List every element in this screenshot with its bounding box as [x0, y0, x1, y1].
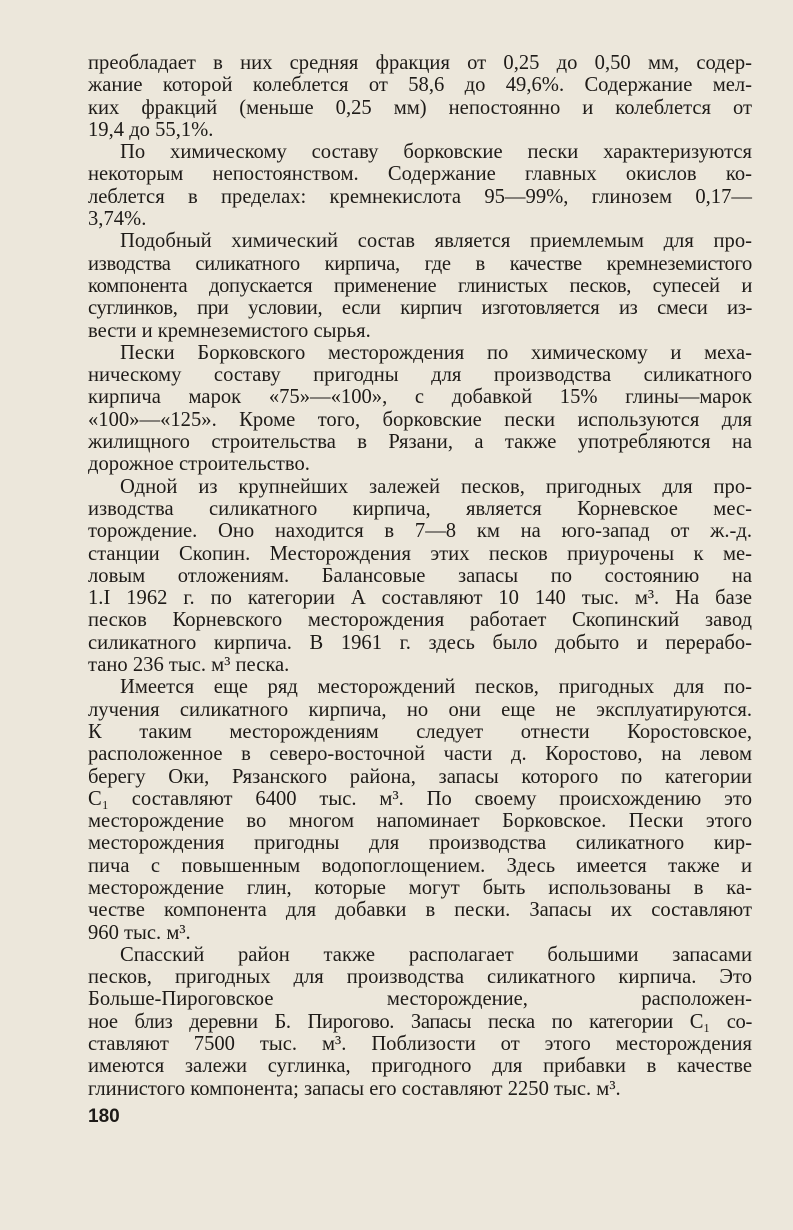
text-line: ническому составу пригодны для производства силикатного	[88, 364, 752, 387]
text-line: преобладает в них средняя фракция от 0,25 до 0,50 мм, содер-	[88, 52, 752, 74]
text-line: месторождение глин, которые могут быть использованы в ка-	[88, 876, 752, 899]
text-line: пича с повышенным водопоглощением. Здесь имеется также и	[88, 854, 752, 877]
text-line: 3,74%.	[88, 208, 147, 231]
text-line: 1.I 1962 г. по категории А составляют 10 140 тыс. м³. На базе	[88, 587, 752, 610]
text-line: ставляют 7500 тыс. м³. Поблизости от этого месторождения	[88, 1033, 752, 1056]
body-text	[88, 52, 752, 1100]
text-line: Пески Борковского месторождения по химическому и меха-	[120, 341, 752, 364]
text-line: вести и кремнеземистого сырья.	[88, 319, 371, 342]
text-line: тано 236 тыс. м³ песка.	[88, 654, 290, 677]
text-line: песков Корневского месторождения работает Скопинский завод	[88, 609, 752, 632]
text-line: месторождение во многом напоминает Борковское. Пески этого	[88, 810, 752, 833]
text-line: Спасский район также располагает большими запасами	[120, 943, 752, 966]
text-line: Одной из крупнейших залежей песков, пригодных для про-	[120, 475, 752, 498]
text-line: Больше-Пироговское месторождение, расположен-	[88, 988, 752, 1011]
text-line: силикатного кирпича. В 1961 г. здесь было добыто и перерабо-	[88, 631, 752, 654]
text-line: месторождения пригодны для производства силикатного кир-	[88, 832, 752, 855]
text-line: лучения силикатного кирпича, но они еще не эксплуатируются.	[88, 698, 752, 721]
text-line: кирпича марок «75»—«100», с добавкой 15% глины—марок	[88, 386, 752, 409]
text-line: ловым отложениям. Балансовые запасы по состоянию на	[88, 564, 752, 587]
text-line: суглинков, при условии, если кирпич изготовляется из смеси из-	[88, 297, 752, 320]
text-line: изводства силикатного кирпича, где в качестве кремнеземистого	[88, 252, 752, 275]
text-line: Подобный химический состав является приемлемым для про-	[120, 230, 752, 253]
text-line: 19,4 до 55,1%.	[88, 118, 214, 141]
text-line: компонента допускается применение глинистых песков, супесей и	[88, 274, 752, 297]
text-line: некоторым непостоянством. Содержание главных окислов ко-	[88, 163, 752, 186]
text-line: изводства силикатного кирпича, является Корневское мес-	[88, 497, 752, 520]
text-line: станции Скопин. Месторождения этих песков приурочены к ме-	[88, 542, 752, 565]
text-line: дорожное строительство.	[88, 453, 310, 476]
text-line: Имеется еще ряд месторождений песков, пригодных для по-	[120, 676, 752, 699]
text-line: жилищного строительства в Рязани, а также употребляются на	[88, 431, 752, 454]
text-line: По химическому составу борковские пески характеризуются	[120, 141, 752, 164]
text-line: К таким месторождениям следует отнести Коростовское,	[88, 720, 752, 743]
text-line: имеются залежи суглинка, пригодного для прибавки в качестве	[88, 1055, 752, 1078]
text-line: леблется в пределах: кремнекислота 95—99%, глинозем 0,17—	[88, 185, 752, 208]
text-line: C₁ составляют 6400 тыс. м³. По своему происхождению это	[88, 787, 752, 810]
text-line: жание которой колеблется от 58,6 до 49,6%. Содержание мел-	[88, 74, 752, 97]
text-line: 960 тыс. м³.	[88, 921, 191, 944]
text-line: песков, пригодных для производства силикатного кирпича. Это	[88, 966, 752, 989]
text-line: берегу Оки, Рязанского района, запасы которого по категории	[88, 765, 752, 788]
text-line: торождение. Оно находится в 7—8 км на юго-запад от ж.-д.	[88, 520, 752, 543]
text-line: расположенное в северо-восточной части д. Коростово, на левом	[88, 743, 752, 766]
text-line: «100»—«125». Кроме того, борковские пески используются для	[88, 408, 752, 431]
text-line: глинистого компонента; запасы его составляют 2250 тыс. м³.	[88, 1077, 621, 1100]
text-line: ких фракций (меньше 0,25 мм) непостоянно и колеблется от	[88, 96, 752, 119]
page-number: 180	[88, 1106, 120, 1127]
text-line: честве компонента для добавки в пески. Запасы их составляют	[88, 899, 752, 922]
text-line: ное близ деревни Б. Пирогово. Запасы песка по категории C₁ со-	[88, 1010, 752, 1033]
